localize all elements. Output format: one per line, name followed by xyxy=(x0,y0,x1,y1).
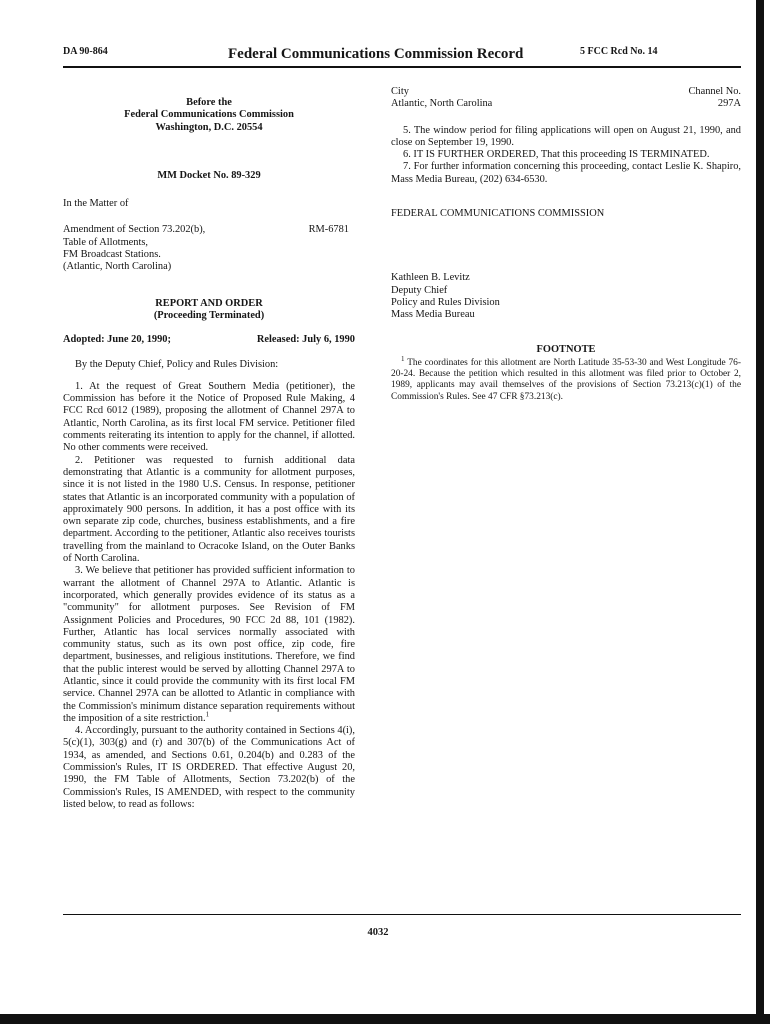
docket-header: DA 90-864 xyxy=(63,46,108,57)
paragraph-5: 5. The window period for filing applications will open on August 21, 1990, and close on September 19, 1990. xyxy=(391,124,741,148)
signer-bureau: Mass Media Bureau xyxy=(391,309,475,321)
released-date: Released: July 6, 1990 xyxy=(256,334,355,346)
publication-title: Federal Communications Commission Record xyxy=(228,46,524,62)
signer-name: Kathleen B. Levitz xyxy=(391,272,470,284)
paragraph-2: 2. Petitioner was requested to furnish additional data demonstrating that Atlantic is a community for allotment purposes, since it is not listed in the 1980 U.S. Census. In response, petitioner states that Atlantic is an incorporated community with a population of approximately 900 persons. In addition, it has a post office with its own separate zip code, churches, business establishments, and a fire department. According to the petitioner, Atlantic also receives tourists travelling from the mainland to Ocracoke Island, on the Outer Banks of North Carolina. xyxy=(63,454,355,565)
left-column xyxy=(63,97,355,811)
allotment-row xyxy=(391,98,741,110)
in-the-matter: In the Matter of xyxy=(63,198,129,210)
right-paragraphs xyxy=(391,125,741,186)
paragraph-6: 6. IT IS FURTHER ORDERED, That this proceeding IS TERMINATED. xyxy=(403,149,710,161)
city-cell: Atlantic, North Carolina xyxy=(391,98,493,110)
rm-number: RM-6781 xyxy=(308,224,349,236)
document-subtitle: (Proceeding Terminated) xyxy=(153,309,265,321)
by-line: By the Deputy Chief, Policy and Rules Division: xyxy=(75,358,279,370)
paragraph-4: 4. Accordingly, pursuant to the authority contained in Sections 4(i), 5(c)(1), 303(g) and (r) and 307(b) of the Communications Act of 1934, as amended, and Sections 0.61, 0.204(b) and 0.283 of the Commission's Rules, IT IS ORDERED. That effective August 20, 1990, the FM Table of Allotments, Section 73.202(b) of the Commission's Rules, IS AMENDED, with respect to the community listed below, to read as follows: xyxy=(63,725,355,810)
scan-border-bottom xyxy=(0,1014,770,1024)
adopted-date: Adopted: June 20, 1990; xyxy=(63,334,171,346)
agency-line: FEDERAL COMMUNICATIONS COMMISSION xyxy=(391,208,605,220)
matter-block: Amendment of Section 73.202(b), Table of Allotments, FM Broadcast Stations. (Atlantic, North Carolina) RM-6781 xyxy=(63,224,349,273)
signer-title: Deputy Chief xyxy=(391,284,448,296)
header-rule xyxy=(63,66,741,68)
paragraph-1: 1. At the request of Great Southern Media (petitioner), the Commission has before it the Notice of Proposed Rule Making, 4 FCC Rcd 6012 (1989), proposing the allotment of Channel 297A to Atlantic, North Carolina, as its first local FM service. Petitioner filed comments reiterating its intention to apply for the channel, if allotted. No other comments were received. xyxy=(63,380,355,454)
body-paragraphs xyxy=(63,381,355,811)
dates-row xyxy=(63,334,355,346)
footer-rule xyxy=(63,914,741,915)
before-block: Before the Federal Communications Commission Washington, D.C. 20554 xyxy=(124,97,294,133)
city-header: City xyxy=(391,86,409,97)
allotment-table-header xyxy=(391,86,741,98)
page-number: 4032 xyxy=(367,927,389,938)
scan-border-right xyxy=(756,0,764,1024)
right-column xyxy=(391,86,741,403)
footnote-text: $^1$ The coordinates for this allotment are North Latitude 35-53-30 and West Longitude 76-20-24. Because the petition which resulted in this allotment was filed prior to October 2, 1989, applicants may avail themselves of the provisions of Section 73.213(c)(1) of the Commission's Rules. See 47 CFR §73.213(c). xyxy=(391,354,741,402)
footnote-number: 1 xyxy=(401,354,405,363)
paragraph-3: 3. We believe that petitioner has provided sufficient information to warrant the allotment of Channel 297A to Atlantic. Atlantic is incorporated, which generally provides evidence of its status as a "community" for allotment purposes. See Revision of FM Assignment Policies and Procedures, 90 FCC 2d 88, 101 (1982). Further, Atlantic has local services normally associated with community status, such as its own post office, zip code, fire department, businesses, and religious institutions. Therefore, we find that the public interest would be served by allotting Channel 297A to Atlantic, since it could provide the community with its first local FM service. Channel 297A can be allotted to Atlantic in compliance with the Commission's minimum distance separation requirements without the imposition of a site restriction.$^1$ xyxy=(63,565,355,724)
channel-header: Channel No. xyxy=(688,86,741,97)
channel-cell: 297A xyxy=(717,98,741,110)
docket-number: MM Docket No. 89-329 xyxy=(157,169,261,181)
signer-division: Policy and Rules Division xyxy=(391,296,500,308)
document-title: REPORT AND ORDER xyxy=(155,297,263,309)
footnote-ref: 1 xyxy=(205,710,210,719)
footnote-heading: FOOTNOTE xyxy=(536,343,596,355)
volume-header: 5 FCC Rcd No. 14 xyxy=(580,46,658,57)
signature-block xyxy=(391,272,741,321)
paragraph-7: 7. For further information concerning this proceeding, contact Leslie K. Shapiro, Mass Media Bureau, (202) 634-6530. xyxy=(391,161,741,185)
